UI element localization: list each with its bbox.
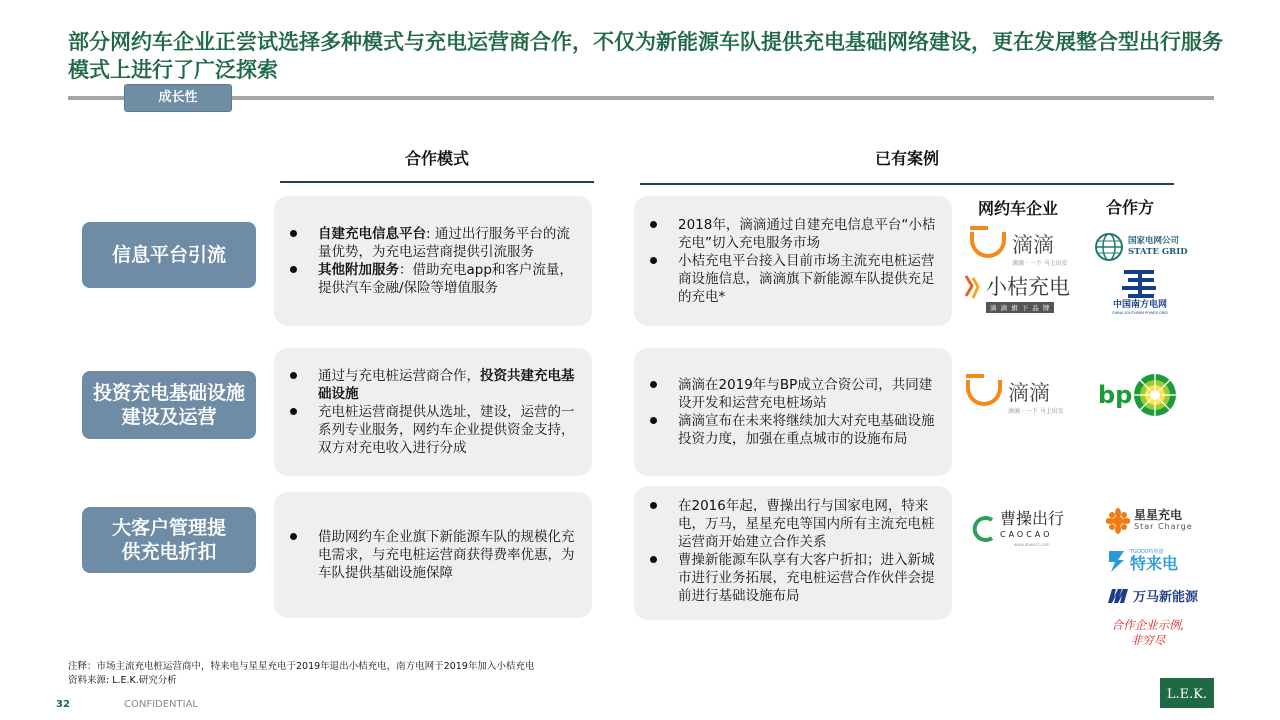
bullet-text: 小桔充电平台接入目前市场主流充电桩运营商设施信息，滴滴旗下新能源车队提供充足的充电*	[678, 253, 935, 305]
bullet-item	[290, 261, 580, 297]
bullet-item	[650, 412, 940, 448]
bullet-item	[650, 551, 940, 605]
bullet-item	[290, 225, 580, 261]
bullet-dot	[290, 266, 297, 273]
case-box-row3	[634, 486, 952, 620]
caocao-cn-text: 曹操出行	[1000, 509, 1065, 528]
mode-column-header: 合作模式	[404, 149, 469, 168]
didi-logo-text: 滴滴	[1008, 381, 1050, 405]
bullet-text	[318, 225, 580, 261]
bullet-text: 曹操新能源车队享有大客户折扣；进入新城市进行业务拓展，充电桩运营合作伙伴会提前进行基础设施布局	[678, 552, 935, 604]
star-charge-en-text: Star Charge	[1134, 522, 1193, 531]
didi-logo-subtext: 滴滴 · 一下 马上出发	[1012, 260, 1068, 267]
wanma-mark-icon	[1106, 587, 1130, 605]
bullet-text: 滴滴在2019年与BP成立合资公司，共同建设开发和运营充电桩场站	[678, 377, 933, 411]
page-number: 32	[56, 699, 70, 710]
bullet-item	[650, 252, 940, 306]
bp-helios-icon	[1132, 372, 1178, 418]
bullet-body: 通过与充电桩运营商合作，	[318, 368, 480, 384]
teld-en-text: TGOOD特锐德	[1130, 549, 1164, 555]
wanma-text: 万马新能源	[1133, 590, 1199, 605]
mode-box-row1	[274, 196, 592, 326]
star-charge-logo	[1106, 508, 1193, 534]
teld-bolt-icon	[1106, 548, 1128, 574]
bullet-text	[318, 367, 580, 403]
partner-note	[1098, 618, 1198, 648]
case-box-row1	[634, 196, 952, 326]
bp-logo-text: bp	[1098, 381, 1133, 409]
didi-mark-icon	[966, 380, 1002, 406]
bullet-dot	[290, 372, 297, 379]
bullet-item	[650, 376, 940, 412]
state-grid-cn-text: 国家电网公司	[1128, 236, 1180, 246]
company-subheader: 网约车企业	[977, 199, 1058, 218]
bp-logo	[1098, 372, 1178, 418]
source-line: 资料来源: L.E.K.研究分析	[68, 675, 177, 686]
star-charge-icon	[1106, 508, 1130, 534]
mode-box-row2	[274, 348, 592, 476]
bullet-text: 滴滴宣布在未来将继续加大对充电基础设施投资力度，加强在重点城市的设施布局	[678, 413, 935, 447]
bullet-dot	[650, 502, 657, 509]
state-grid-logo	[1094, 232, 1188, 262]
bullet-body: : 通过出行服务平台的流量优势，为充电运营商提供引流服务	[318, 226, 570, 260]
mode-column-rule	[280, 181, 594, 183]
xiaoju-logo	[962, 272, 1070, 313]
caocao-en-text: CAOCAO	[1000, 530, 1053, 539]
teld-cn-text: 特来电	[1130, 554, 1179, 573]
bullet-item	[650, 497, 940, 551]
csg-cn-text: 中国南方电网	[1112, 300, 1167, 310]
cases-column-header: 已有案例	[874, 149, 939, 168]
bullet-dot	[290, 408, 297, 415]
bullet-dot	[290, 533, 297, 540]
row-label-key-account	[82, 507, 256, 573]
bullet-dot	[650, 556, 657, 563]
bullet-bold: 投资共建充电基础设施	[318, 368, 575, 402]
category-tag: 成长性	[124, 84, 232, 112]
case-box-row2	[634, 348, 952, 476]
bullet-text: 在2016年起，曹操出行与国家电网，特来电，万马，星星充电等国内所有主流充电桩运营商开始建立合作关系	[678, 498, 935, 550]
bullet-dot	[650, 417, 657, 424]
state-grid-en-text: STATE GRID	[1128, 247, 1188, 257]
csg-logo	[1104, 268, 1176, 316]
bullet-body: ：借助充电app和客户流量，提供汽车金融/保险等增值服务	[318, 262, 573, 296]
didi-logo	[970, 232, 1068, 267]
xiaoju-mark-icon	[962, 272, 982, 302]
teld-logo	[1106, 548, 1178, 574]
bullet-dot	[650, 381, 657, 388]
bullet-dot	[650, 221, 657, 228]
row-label-info-platform: 信息平台引流	[82, 222, 256, 288]
didi-logo-subtext: 滴滴 · 一下 马上出发	[1008, 408, 1064, 415]
footnote	[68, 660, 534, 688]
csg-mark-icon	[1118, 268, 1162, 300]
caocao-mark-icon	[970, 515, 996, 543]
state-grid-globe-icon	[1094, 232, 1124, 262]
bullet-text	[318, 261, 580, 297]
row-label-key-account-text: 大客户管理提供充电折扣	[111, 517, 226, 563]
partner-subheader: 合作方	[1105, 198, 1154, 217]
bullet-bold: 其他附加服务	[318, 262, 399, 278]
star-charge-cn-text: 星星充电	[1134, 508, 1183, 522]
confidential-label: CONFIDENTIAL	[124, 699, 199, 710]
bullet-dot	[290, 230, 297, 237]
header-divider	[68, 96, 1214, 100]
didi-logo-row2	[966, 380, 1064, 415]
xiaoju-logo-subtext: 滴 滴 旗 下 品 牌	[986, 302, 1054, 313]
caocao-url-text: www.downcc.com	[1014, 542, 1050, 547]
bullet-text: 2018年，滴滴通过自建充电信息平台“小桔充电”切入充电服务市场	[678, 217, 936, 251]
mode-box-row3	[274, 492, 592, 618]
partner-note-line2: 非穷尽	[1130, 633, 1166, 647]
partner-note-line1: 合作企业示例,	[1111, 618, 1185, 632]
bullet-text: 借助网约车企业旗下新能源车队的规模化充电需求，与充电桩运营商获得费率优惠，为车队提供基础设施保障	[318, 529, 575, 581]
caocao-logo	[970, 510, 1064, 548]
bullet-item	[290, 403, 580, 457]
bullet-dot	[650, 257, 657, 264]
row-label-infrastructure	[82, 371, 256, 439]
csg-en-text: CHINA SOUTHERN POWER GRID	[1112, 311, 1168, 315]
bullet-item	[290, 528, 580, 582]
lek-logo: L.E.K.	[1160, 678, 1214, 708]
xiaoju-logo-text: 小桔充电	[986, 275, 1070, 299]
bullet-item	[290, 367, 580, 403]
page-title: 部分网约车企业正尝试选择多种模式与充电运营商合作，不仅为新能源车队提供充电基础网络建设，更在发展整合型出行服务模式上进行了广泛探索	[68, 30, 1223, 82]
bullet-bold: 自建充电信息平台	[318, 226, 426, 242]
didi-logo-text: 滴滴	[1012, 233, 1054, 257]
wanma-logo	[1106, 586, 1198, 605]
row-label-infrastructure-text: 投资充电基础设施建设及运营	[92, 382, 245, 428]
bullet-text: 充电桩运营商提供从选址，建设，运营的一系列专业服务，网约车企业提供资金支持，双方对充电收入进行分成	[318, 404, 575, 456]
bullet-item	[650, 216, 940, 252]
cases-column-rule	[640, 183, 1174, 185]
footnote-line: 注释：市场主流充电桩运营商中，特来电与星星充电于2019年退出小桔充电，南方电网于2019年加入小桔充电	[68, 661, 535, 672]
didi-mark-icon	[970, 232, 1006, 258]
